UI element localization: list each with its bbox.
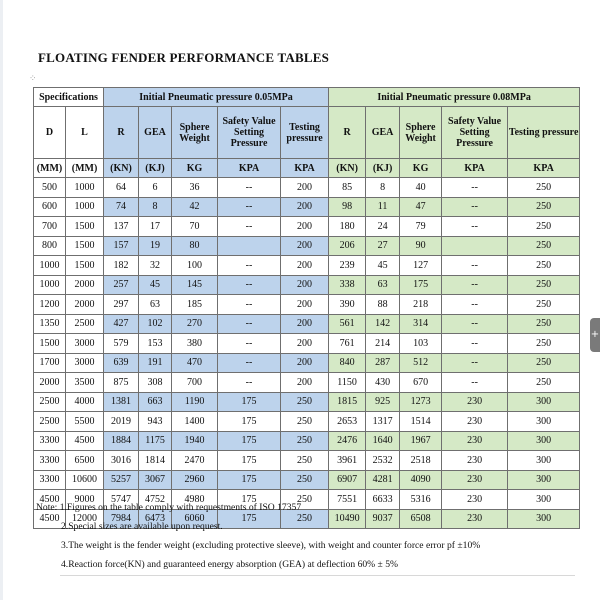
table-cell: 2000	[34, 373, 66, 393]
table-cell: 230	[442, 431, 508, 451]
table-cell: 3000	[66, 353, 104, 373]
col-safety-value-header: Safety Value Setting Pressure	[442, 107, 508, 159]
table-cell: 230	[442, 451, 508, 471]
table-cell: 300	[508, 509, 580, 529]
table-cell: --	[442, 334, 508, 354]
table-cell: 185	[172, 295, 218, 315]
table-cell: 3300	[34, 470, 66, 490]
unit-cell: (MM)	[34, 159, 66, 178]
table-cell: 1500	[66, 217, 104, 237]
table-cell: --	[218, 314, 281, 334]
table-cell: 390	[329, 295, 366, 315]
unit-cell: (KJ)	[366, 159, 400, 178]
table-body	[34, 178, 580, 529]
table-cell: 175	[218, 412, 281, 432]
table-cell: 230	[442, 509, 508, 529]
table-row	[34, 353, 580, 373]
table-cell: 250	[281, 509, 329, 529]
table-cell: 700	[172, 373, 218, 393]
unit-cell: KG	[172, 159, 218, 178]
table-cell: 1514	[400, 412, 442, 432]
table-cell: --	[218, 197, 281, 217]
table-cell: 875	[104, 373, 139, 393]
table-cell: 175	[218, 431, 281, 451]
table-cell: 182	[104, 256, 139, 276]
plus-icon: +	[590, 329, 600, 340]
table-cell: 338	[329, 275, 366, 295]
table-cell: 250	[281, 470, 329, 490]
table-cell	[442, 236, 508, 256]
table-row	[34, 334, 580, 354]
table-cell: 12000	[66, 509, 104, 529]
table-cell: 250	[281, 490, 329, 510]
table-cell: 300	[508, 470, 580, 490]
table-cell: 7551	[329, 490, 366, 510]
table-cell: 90	[400, 236, 442, 256]
table-cell: --	[442, 275, 508, 295]
table-cell: 103	[400, 334, 442, 354]
table-cell: 137	[104, 217, 139, 237]
table-cell: 9000	[66, 490, 104, 510]
table-cell: 300	[508, 451, 580, 471]
table-cell: 11	[366, 197, 400, 217]
table-cell: 2476	[329, 431, 366, 451]
table-cell: 175	[218, 509, 281, 529]
table-cell: 250	[281, 451, 329, 471]
table-cell: 925	[366, 392, 400, 412]
table-cell: 512	[400, 353, 442, 373]
table-cell: 200	[281, 295, 329, 315]
table-cell: 145	[172, 275, 218, 295]
unit-cell: KPA	[218, 159, 281, 178]
unit-cell: KPA	[281, 159, 329, 178]
table-cell: 27	[366, 236, 400, 256]
table-cell: 1814	[139, 451, 172, 471]
col-gea-header: GEA	[366, 107, 400, 159]
table-cell: --	[218, 256, 281, 276]
specifications-header: Specifications	[34, 88, 104, 107]
table-cell: 3067	[139, 470, 172, 490]
table-cell: 4752	[139, 490, 172, 510]
table-cell: 670	[400, 373, 442, 393]
table-cell: 1000	[66, 197, 104, 217]
table-row	[34, 275, 580, 295]
units-row	[34, 159, 580, 178]
table-cell: 214	[366, 334, 400, 354]
table-cell: 250	[281, 392, 329, 412]
table-cell: 470	[172, 353, 218, 373]
table-row	[34, 256, 580, 276]
table-cell: 3961	[329, 451, 366, 471]
table-cell: 270	[172, 314, 218, 334]
table-cell: 250	[508, 314, 580, 334]
table-cell: 1640	[366, 431, 400, 451]
unit-cell: KG	[400, 159, 442, 178]
table-cell: 10490	[329, 509, 366, 529]
move-handle-icon[interactable]: ⁘	[29, 73, 37, 83]
table-cell: 250	[508, 353, 580, 373]
table-cell: 1190	[172, 392, 218, 412]
table-cell: 200	[281, 217, 329, 237]
table-cell: 250	[508, 295, 580, 315]
table-cell: 100	[172, 256, 218, 276]
unit-cell: (KN)	[104, 159, 139, 178]
table-cell: 10600	[66, 470, 104, 490]
col-l-header: L	[66, 107, 104, 159]
table-row	[34, 431, 580, 451]
table-cell: 250	[508, 334, 580, 354]
table-cell: 2500	[66, 314, 104, 334]
col-sphere-weight-header: Sphere Weight	[172, 107, 218, 159]
table-row	[34, 392, 580, 412]
notes	[36, 498, 480, 574]
side-expand-tab[interactable]	[590, 318, 600, 352]
table-cell: --	[218, 217, 281, 237]
table-cell: 427	[104, 314, 139, 334]
table-cell: 200	[281, 334, 329, 354]
table-cell: 1815	[329, 392, 366, 412]
table-cell: 98	[329, 197, 366, 217]
table-cell: 175	[218, 490, 281, 510]
table-cell: 8	[139, 197, 172, 217]
note-1: Note: 1.Figures on the table comply with requestments of ISO 17357	[36, 502, 302, 513]
table-cell: 6633	[366, 490, 400, 510]
bottom-divider	[60, 575, 575, 576]
table-cell: --	[442, 353, 508, 373]
table-cell: 230	[442, 392, 508, 412]
table-cell: 175	[218, 470, 281, 490]
note-4: 4.Reaction force(KN) and guaranteed energy absorption (GEA) at deflection 60% ± 5%	[61, 559, 399, 570]
table-cell: 1175	[139, 431, 172, 451]
table-cell: 200	[281, 256, 329, 276]
table-cell: 32	[139, 256, 172, 276]
table-cell: 300	[508, 412, 580, 432]
table-cell: 600	[34, 197, 66, 217]
table-cell: 250	[508, 178, 580, 198]
table-cell: 7984	[104, 509, 139, 529]
table-cell: 1967	[400, 431, 442, 451]
table-cell: 200	[281, 236, 329, 256]
col-safety-value-header: Safety Value Setting Pressure	[218, 107, 281, 159]
table-cell: 297	[104, 295, 139, 315]
table-cell: --	[218, 334, 281, 354]
table-cell: 19	[139, 236, 172, 256]
table-cell: 250	[508, 373, 580, 393]
table-cell: 4090	[400, 470, 442, 490]
table-cell: 175	[400, 275, 442, 295]
table-cell: --	[218, 295, 281, 315]
table-cell: 3000	[66, 334, 104, 354]
table-cell: 2653	[329, 412, 366, 432]
unit-cell: KPA	[508, 159, 580, 178]
table-cell: 3500	[66, 373, 104, 393]
table-row	[34, 412, 580, 432]
table-cell: 579	[104, 334, 139, 354]
table-cell: 6060	[172, 509, 218, 529]
table-cell: 250	[508, 275, 580, 295]
col-r-header: R	[104, 107, 139, 159]
table-cell: 42	[172, 197, 218, 217]
table-cell: 8	[366, 178, 400, 198]
table-row	[34, 295, 580, 315]
left-edge-divider	[0, 0, 3, 600]
table-cell: 257	[104, 275, 139, 295]
table-cell: 3300	[34, 431, 66, 451]
table-cell: 200	[281, 373, 329, 393]
table-cell: 79	[400, 217, 442, 237]
table-cell: --	[442, 256, 508, 276]
table-cell: 1940	[172, 431, 218, 451]
page-title: FLOATING FENDER PERFORMANCE TABLES	[38, 50, 330, 65]
table-cell: 250	[508, 217, 580, 237]
table-cell: 300	[508, 431, 580, 451]
table-cell: 17	[139, 217, 172, 237]
table-cell: 127	[400, 256, 442, 276]
table-cell: 85	[329, 178, 366, 198]
table-cell: 840	[329, 353, 366, 373]
performance-table	[33, 87, 580, 529]
table-cell: 1350	[34, 314, 66, 334]
table-cell: 102	[139, 314, 172, 334]
table-cell: 36	[172, 178, 218, 198]
table-cell: 639	[104, 353, 139, 373]
table-cell: --	[218, 178, 281, 198]
col-d-header: D	[34, 107, 66, 159]
table-cell: 3300	[34, 451, 66, 471]
table-cell: 5257	[104, 470, 139, 490]
table-cell: 500	[34, 178, 66, 198]
table-cell: 230	[442, 412, 508, 432]
table-cell: 63	[139, 295, 172, 315]
note-3: 3.The weight is the fender weight (excluding protective sleeve), with weight and counter force error pf ±10%	[61, 540, 481, 551]
table-cell: 1884	[104, 431, 139, 451]
table-cell: 24	[366, 217, 400, 237]
table-cell: 4500	[34, 490, 66, 510]
table-cell: 561	[329, 314, 366, 334]
table-cell: 1200	[34, 295, 66, 315]
table-cell: 45	[366, 256, 400, 276]
table-cell: 5500	[66, 412, 104, 432]
table-cell: --	[218, 373, 281, 393]
table-cell: 1273	[400, 392, 442, 412]
table-cell: 1000	[34, 256, 66, 276]
table-cell: 2000	[66, 295, 104, 315]
table-row	[34, 217, 580, 237]
table-row	[34, 197, 580, 217]
table-cell: --	[218, 275, 281, 295]
table-cell: 2518	[400, 451, 442, 471]
table-cell: 1000	[66, 178, 104, 198]
table-cell: 1500	[66, 236, 104, 256]
table-cell: 4281	[366, 470, 400, 490]
table-cell: 5316	[400, 490, 442, 510]
table-cell: 1317	[366, 412, 400, 432]
table-cell: --	[442, 314, 508, 334]
table-cell: 9037	[366, 509, 400, 529]
table-cell: 6907	[329, 470, 366, 490]
table-cell: 1500	[66, 256, 104, 276]
table-cell: 88	[366, 295, 400, 315]
table-cell: 239	[329, 256, 366, 276]
table-cell: 200	[281, 178, 329, 198]
table-cell: 200	[281, 275, 329, 295]
table-row	[34, 451, 580, 471]
table-cell: 943	[139, 412, 172, 432]
table-cell: 250	[508, 236, 580, 256]
table-cell: 4500	[34, 509, 66, 529]
group1-header: Initial Pneumatic pressure 0.05MPa	[104, 88, 329, 107]
table-cell: 2500	[34, 412, 66, 432]
table-cell: 250	[508, 256, 580, 276]
table-cell: 430	[366, 373, 400, 393]
table-cell: 380	[172, 334, 218, 354]
table-cell: --	[442, 197, 508, 217]
table-cell: 663	[139, 392, 172, 412]
table-cell: 2019	[104, 412, 139, 432]
table-cell: 300	[508, 392, 580, 412]
table-cell: --	[442, 178, 508, 198]
table-cell: --	[442, 373, 508, 393]
unit-cell: (KN)	[329, 159, 366, 178]
table-cell: --	[218, 353, 281, 373]
table-cell	[218, 236, 281, 256]
table-row	[34, 373, 580, 393]
table-cell: 2960	[172, 470, 218, 490]
table-cell: 175	[218, 451, 281, 471]
table-cell: 64	[104, 178, 139, 198]
table-cell: 1700	[34, 353, 66, 373]
table-cell: 175	[218, 392, 281, 412]
table-cell: 3016	[104, 451, 139, 471]
table-cell: 230	[442, 470, 508, 490]
col-testing-pressure-header: Testing pressure	[508, 107, 580, 159]
table-cell: 4980	[172, 490, 218, 510]
table-cell: 206	[329, 236, 366, 256]
table-cell: 6508	[400, 509, 442, 529]
table-row	[34, 470, 580, 490]
table-cell: 250	[508, 197, 580, 217]
table-cell: 308	[139, 373, 172, 393]
table-cell: 2532	[366, 451, 400, 471]
table-cell: 250	[281, 431, 329, 451]
table-cell: 180	[329, 217, 366, 237]
table-cell: 287	[366, 353, 400, 373]
table-cell: 1500	[34, 334, 66, 354]
table-cell: 70	[172, 217, 218, 237]
table-cell: 153	[139, 334, 172, 354]
table-cell: 800	[34, 236, 66, 256]
table-row	[34, 314, 580, 334]
table-cell: 4500	[66, 431, 104, 451]
table-cell: 218	[400, 295, 442, 315]
table-cell: 700	[34, 217, 66, 237]
table-row	[34, 236, 580, 256]
col-r-header: R	[329, 107, 366, 159]
table-cell: 6500	[66, 451, 104, 471]
table-cell: 6	[139, 178, 172, 198]
table-cell: 80	[172, 236, 218, 256]
table-cell: 230	[442, 490, 508, 510]
table-cell: 157	[104, 236, 139, 256]
note-2: 2.Special sizes are available upon request.	[61, 521, 223, 532]
table-cell: 1400	[172, 412, 218, 432]
group2-header: Initial Pneumatic pressure 0.08MPa	[329, 88, 580, 107]
table-cell: 5747	[104, 490, 139, 510]
col-sphere-weight-header: Sphere Weight	[400, 107, 442, 159]
table-cell: --	[442, 217, 508, 237]
table-cell: 200	[281, 353, 329, 373]
col-testing-pressure-header: Testing pressure	[281, 107, 329, 159]
table-cell: 200	[281, 314, 329, 334]
table-cell: 2000	[66, 275, 104, 295]
table-cell: 200	[281, 197, 329, 217]
table-cell: 6473	[139, 509, 172, 529]
table-cell: 1000	[34, 275, 66, 295]
table-cell: 63	[366, 275, 400, 295]
table-cell: 191	[139, 353, 172, 373]
unit-cell: (MM)	[66, 159, 104, 178]
table-cell: 1381	[104, 392, 139, 412]
table-cell: 47	[400, 197, 442, 217]
table-cell: 761	[329, 334, 366, 354]
table-cell: 4000	[66, 392, 104, 412]
table-cell: 74	[104, 197, 139, 217]
col-gea-header: GEA	[139, 107, 172, 159]
table-cell: 300	[508, 490, 580, 510]
table-cell: 1150	[329, 373, 366, 393]
unit-cell: (KJ)	[139, 159, 172, 178]
table-cell: 2500	[34, 392, 66, 412]
table-cell: 314	[400, 314, 442, 334]
table-cell: 142	[366, 314, 400, 334]
table-cell: 45	[139, 275, 172, 295]
table-cell: --	[442, 295, 508, 315]
table-cell: 250	[281, 412, 329, 432]
table-row	[34, 178, 580, 198]
unit-cell: KPA	[442, 159, 508, 178]
table-cell: 2470	[172, 451, 218, 471]
table-cell: 40	[400, 178, 442, 198]
